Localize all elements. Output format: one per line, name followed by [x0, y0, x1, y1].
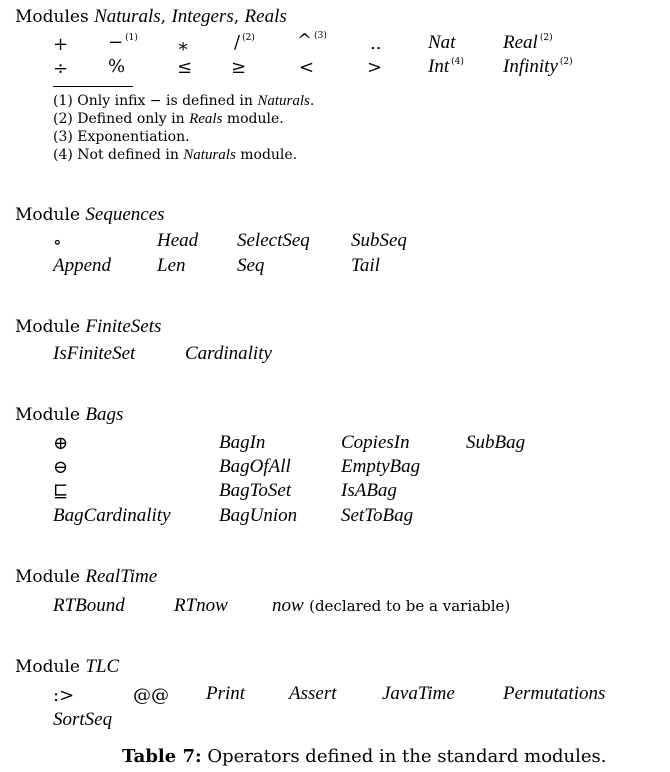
operator: BagOfAll: [219, 456, 291, 477]
operator: Append: [53, 255, 112, 276]
operator: ≤: [177, 57, 193, 78]
operator: <: [299, 57, 315, 78]
operator: Nat: [428, 32, 456, 53]
operator: @@: [133, 685, 169, 706]
section-heading-bags: Module Bags: [15, 404, 124, 425]
operator: Permutations: [503, 683, 606, 704]
module-name: Integers: [171, 6, 234, 27]
footnote: (1) Only infix − is defined in Naturals.: [53, 93, 315, 109]
operator: IsFiniteSet: [53, 343, 136, 364]
operator: Real $^{(2)}$: [503, 32, 553, 53]
footnote: (3) Exponentiation.: [53, 129, 190, 145]
operator: Len: [157, 255, 186, 276]
operator: +: [53, 34, 69, 55]
section-heading-sequences: Module Sequences: [15, 204, 165, 225]
operator: SubBag: [466, 432, 526, 453]
operator: Seq: [237, 255, 265, 276]
section-heading-arith: Modules Naturals, Integers, Reals: [15, 6, 287, 27]
operator: BagToSet: [219, 480, 292, 501]
operator: Cardinality: [185, 343, 272, 364]
operator: ^ $^{(3)}$: [297, 30, 327, 51]
section-heading-finitesets: Module FiniteSets: [15, 316, 162, 337]
operator: Head: [157, 230, 199, 251]
operator: ∗: [177, 36, 190, 57]
module-name: Naturals: [94, 6, 161, 27]
operator-with-note: now (declared to be a variable): [272, 595, 511, 616]
operator: %: [108, 56, 126, 77]
operator: :>: [53, 685, 75, 706]
operator: IsABag: [341, 480, 397, 501]
operator: EmptyBag: [341, 456, 421, 477]
operator: JavaTime: [382, 683, 455, 704]
operator: BagIn: [219, 432, 266, 453]
operator: SetToBag: [341, 505, 414, 526]
operator: ≥: [231, 57, 247, 78]
operator: Infinity $^{(2)}$: [503, 56, 573, 77]
operator: ⊕: [53, 433, 69, 454]
operator: Int $^{(4)}$: [428, 56, 464, 77]
operator: Tail: [351, 255, 380, 276]
operator: SelectSeq: [237, 230, 310, 251]
section-heading-tlc: Module TLC: [15, 656, 120, 677]
operator: SortSeq: [53, 709, 113, 730]
operator: ∘: [53, 232, 62, 253]
operator: ⊑: [53, 481, 69, 502]
operator: − $^{(1)}$: [108, 32, 138, 53]
operator: SubSeq: [351, 230, 407, 251]
operator: BagUnion: [219, 505, 298, 526]
operator: Assert: [289, 683, 337, 704]
operator: ..: [370, 33, 382, 54]
operator: ⊖: [53, 457, 69, 478]
footnote: (2) Defined only in Reals module.: [53, 111, 284, 127]
operator: RTnow: [174, 595, 228, 616]
module-name: Reals: [244, 6, 287, 27]
operator: / $^{(2)}$: [234, 32, 255, 53]
operator: BagCardinality: [53, 505, 171, 526]
operator: RTBound: [53, 595, 125, 616]
table-caption: Table 7: Operators defined in the standard modules.: [122, 746, 607, 767]
section-heading-realtime: Module RealTime: [15, 566, 158, 587]
operator: ÷: [53, 58, 69, 79]
operator: CopiesIn: [341, 432, 410, 453]
operator: Print: [206, 683, 246, 704]
footnote-rule: [53, 86, 133, 87]
footnote: (4) Not defined in Naturals module.: [53, 147, 298, 163]
operator: >: [367, 57, 383, 78]
